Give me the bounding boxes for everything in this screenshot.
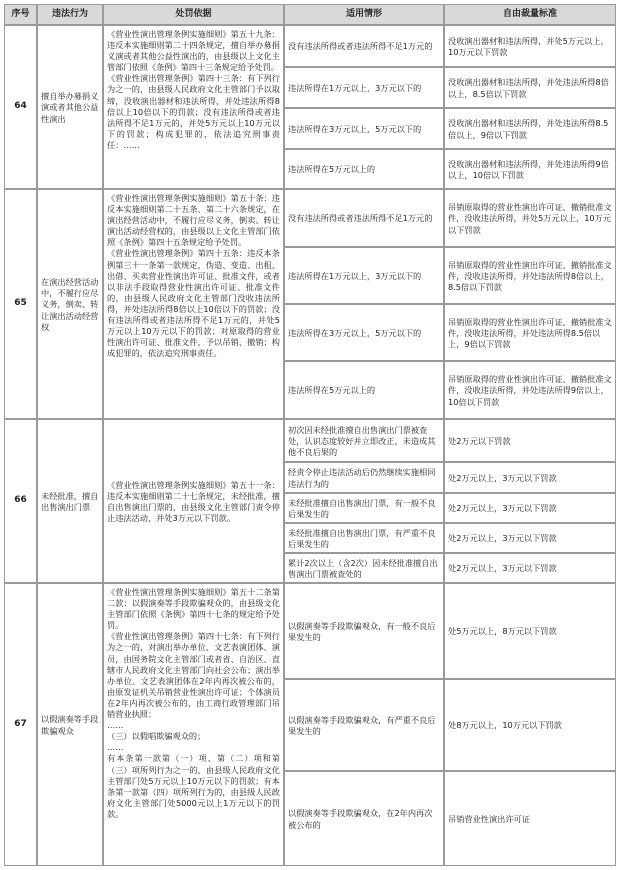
row-65-situation-3 (284, 304, 444, 361)
row-64-situation-2 (284, 67, 444, 108)
row-64-situation-3 (284, 108, 444, 149)
situation-text: 以假演奏等手段欺骗观众，有严重不良后果发生的 (288, 714, 436, 736)
situation-text: 没有违法所得或者违法所得不足1万元的 (288, 41, 433, 52)
header-violation: 违法行为 (37, 4, 103, 25)
row-67-basis-4: （三）以假唱欺骗观众的； (107, 731, 206, 742)
row-67-standard-3 (444, 771, 616, 866)
row-64-standard-2 (444, 67, 616, 108)
standard-text: 处2万元以下罚款 (448, 435, 511, 446)
row-66-number: 66 (4, 419, 37, 583)
row-64-basis-2: 《营业性演出管理条例》第四十三条：有下列行为之一的，由县级人民政府文化主管部门予以取缔，没收演出器材和违法所得，并处违法所得8倍以上10倍以下的罚款；没有违法所得或者违法所得不足1万元的，并处5万元以上10万元以下的罚款；构成犯罪的，依法追究刑事责任：…… (107, 73, 280, 150)
standard-text: 没收演出器材和违法所得，并处5万元以上，10万元以下罚款 (448, 35, 609, 57)
row-66-situation-5 (284, 553, 444, 583)
row-65-situation-1 (284, 189, 444, 247)
row-64-standard-3 (444, 108, 616, 149)
row-67-situation-1 (284, 583, 444, 679)
row-67-basis-2: 《营业性演出管理条例》第四十七条：有下列行为之一的，对演出举办单位、文艺表演团体、演员，由国务院文化主管部门或者省、自治区、直辖市人民政府文化主管部门向社会公布；演出举办单位、文艺表演团体在2年内再次被公布的，由原发证机关吊销营业性演出许可证；个体演员在2年内再次被公布的，由工商行政管理部门吊销营业执照： (107, 631, 280, 720)
row-66-situation-2 (284, 462, 444, 493)
row-65-basis (103, 189, 284, 419)
row-67-situation-3 (284, 771, 444, 866)
row-66-basis (103, 419, 284, 583)
situation-text: 以假演奏等手段欺骗观众，有一般不良后果发生的 (288, 620, 436, 642)
row-65-situation-4 (284, 361, 444, 419)
standard-text: 吊销原取得的营业性演出许可证、撤销批准文件，没收违法所得，并处违法所得8.5倍以上，9倍以下罚款 (448, 316, 612, 350)
row-64-standard-1 (444, 25, 616, 67)
row-65-standard-4 (444, 361, 616, 419)
standard-text: 处2万元以上，3万元以下罚款 (448, 563, 557, 574)
row-65-standard-3 (444, 304, 616, 361)
row-67-standard-1 (444, 583, 616, 679)
standard-text: 处2万元以上，3万元以下罚款 (448, 533, 557, 544)
row-64-violation-text: 擅自举办募捐义演或者其他公益性演出 (41, 91, 99, 124)
situation-text: 未经批准擅自出售演出门票，有一般不良后果发生的 (288, 497, 436, 519)
header-standard: 自由裁量标准 (444, 4, 616, 25)
standard-text: 处8万元以上，10万元以下罚款 (448, 720, 562, 731)
row-66-standard-1 (444, 419, 616, 462)
row-64-violation (37, 25, 103, 189)
row-65-number: 65 (4, 189, 37, 419)
standard-text: 处2万元以上，3万元以下罚款 (448, 503, 557, 514)
situation-text: 违法所得在5万元以上的 (288, 164, 376, 175)
row-64-situation-1 (284, 25, 444, 67)
row-67-number: 67 (4, 583, 37, 866)
row-64-basis (103, 25, 284, 189)
situation-text: 违法所得在5万元以上的 (288, 385, 376, 396)
row-65-violation-text: 在演出经营活动中，不履行应尽义务，倒卖、转让演出活动经营权 (41, 277, 99, 332)
situation-text: 违法所得在1万元以上，3万元以下的 (288, 82, 422, 93)
situation-text: 经责令停止违法活动后仍然继续实施相同违法行为的 (288, 467, 436, 489)
row-66-violation (37, 419, 103, 583)
row-66-standard-4 (444, 523, 616, 553)
row-67-basis (103, 583, 284, 866)
header-basis: 处罚依据 (103, 4, 284, 25)
header-situation: 适用情形 (284, 4, 444, 25)
row-67-basis-3: …… (107, 720, 124, 731)
row-66-standard-5 (444, 553, 616, 583)
standard-text: 吊销原取得的营业性演出许可证、撤销批准文件，没收违法所得，并处5万元以上，10万元以下罚款 (448, 202, 612, 235)
row-65-standard-1 (444, 189, 616, 247)
situation-text: 以假演奏等手段欺骗观众，在2年内再次被公布的 (288, 808, 433, 830)
standard-text: 没收演出器材和违法所得，并处违法所得8倍以上，8.5倍以下罚款 (448, 77, 609, 99)
row-67-standard-2 (444, 679, 616, 771)
row-66-situation-4 (284, 523, 444, 553)
row-65-violation (37, 189, 103, 419)
row-64-standard-4 (444, 149, 616, 189)
row-67-situation-2 (284, 679, 444, 771)
standard-text: 处5万元以上，8万元以下罚款 (448, 626, 557, 637)
row-66-situation-1 (284, 419, 444, 462)
row-67-basis-1: 《营业性演出管理条例实施细则》第五十二条第二款：以假演奏等手段欺骗观众的，由县级文化主管部门依照《条例》第四十七条的规定给予处罚。 (107, 587, 280, 631)
row-64-situation-4 (284, 149, 444, 189)
row-66-standard-3 (444, 493, 616, 523)
standard-text: 没收演出器材和违法所得，并处违法所得8.5倍以上，9倍以下罚款 (448, 118, 609, 140)
situation-text: 未经批准擅自出售演出门票，有严重不良后果发生的 (288, 527, 436, 549)
row-66-basis-1: 《营业性演出管理条例实施细则》第五十一条：违反本实施细则第二十七条规定，未经批准，擅自出售演出门票的，由县级文化主管部门责令停止违法活动，并处3万元以下罚款。 (107, 479, 280, 524)
row-65-standard-2 (444, 247, 616, 304)
row-67-basis-5: …… (107, 742, 124, 753)
situation-text: 违法所得在3万元以上，5万元以下的 (288, 123, 422, 134)
header-seq: 序号 (4, 4, 37, 25)
row-66-standard-2 (444, 462, 616, 493)
row-67-basis-6: 有本条第一款第（一）项、第（二）项和第（三）项所列行为之一的，由县级人民政府文化主管部门处5万元以上10万元以下的罚款；有本条第一款第（四）项所列行为的，由县级人民政府文化主管部门处5000元以上1万元以下的罚款。 (107, 753, 280, 819)
row-66-violation-text: 未经批准，擅自出售演出门票 (41, 490, 99, 512)
row-65-basis-1: 《营业性演出管理条例实施细则》第五十条：违反本实施细则第二十五条、第二十六条规定，在演出经营活动中，不履行应尽义务，倒卖、转让演出活动经营权的，由县级以上文化主管部门依照《条例》第四十五条规定给予处罚。 (107, 193, 280, 248)
situation-text: 违法所得在1万元以上，3万元以下的 (288, 270, 422, 281)
row-67-violation (37, 583, 103, 866)
row-65-situation-2 (284, 247, 444, 304)
standard-text: 吊销营业性演出许可证 (448, 813, 530, 824)
row-64-basis-1: 《营业性演出管理条例实施细则》第五十九条：违反本实施细则第二十四条规定，擅自举办募捐义演或者其他公益性演出的，由县级以上文化主管部门依照《条例》第四十三条规定给予处罚。 (107, 29, 280, 73)
row-67-violation-text: 以假演奏等手段欺骗观众 (41, 714, 99, 736)
standard-text: 吊销原取得的营业性演出许可证、撤销批准文件，没收违法所得，并处违法所得9倍以上，10倍以下罚款 (448, 374, 612, 407)
situation-text: 违法所得在3万元以上，5万元以下的 (288, 327, 422, 338)
row-66-situation-3 (284, 493, 444, 523)
row-64-number: 64 (4, 25, 37, 189)
standard-text: 没收演出器材和违法所得，并处违法所得9倍以上，10倍以下罚款 (448, 158, 609, 180)
row-65-basis-2: 《营业性演出管理条例》第四十五条：违反本条例第三十一条第一款规定，伪造、变造、出租、出借、买卖营业性演出许可证、批准文件，或者以非法手段取得营业性演出许可证、批准文件的，由县级人民政府文化主管部门没收违法所得，并处违法所得8倍以上10倍以下的罚款；没有违法所得或者违法所得不足1万元的，并处5万元以上10万元以下的罚款；对原取得的营业性演出许可证、批准文件，予以吊销、撤销；构成犯罪的，依法追究刑事责任。 (107, 248, 280, 359)
situation-text: 初次因未经批准擅自出售演出门票被查处，认识态度较好并立即改正，未造成其他不良后果的 (288, 424, 436, 458)
situation-text: 累计2次以上（含2次）因未经批准擅自出售演出门票被查处的 (288, 557, 438, 579)
situation-text: 没有违法所得或者违法所得不足1万元的 (288, 213, 433, 224)
standard-text: 处2万元以上，3万元以下罚款 (448, 472, 557, 483)
standard-text: 吊销原取得的营业性演出许可证、撤销批准文件，没收违法所得，并处违法所得8倍以上，8.5倍以下罚款 (448, 259, 612, 293)
